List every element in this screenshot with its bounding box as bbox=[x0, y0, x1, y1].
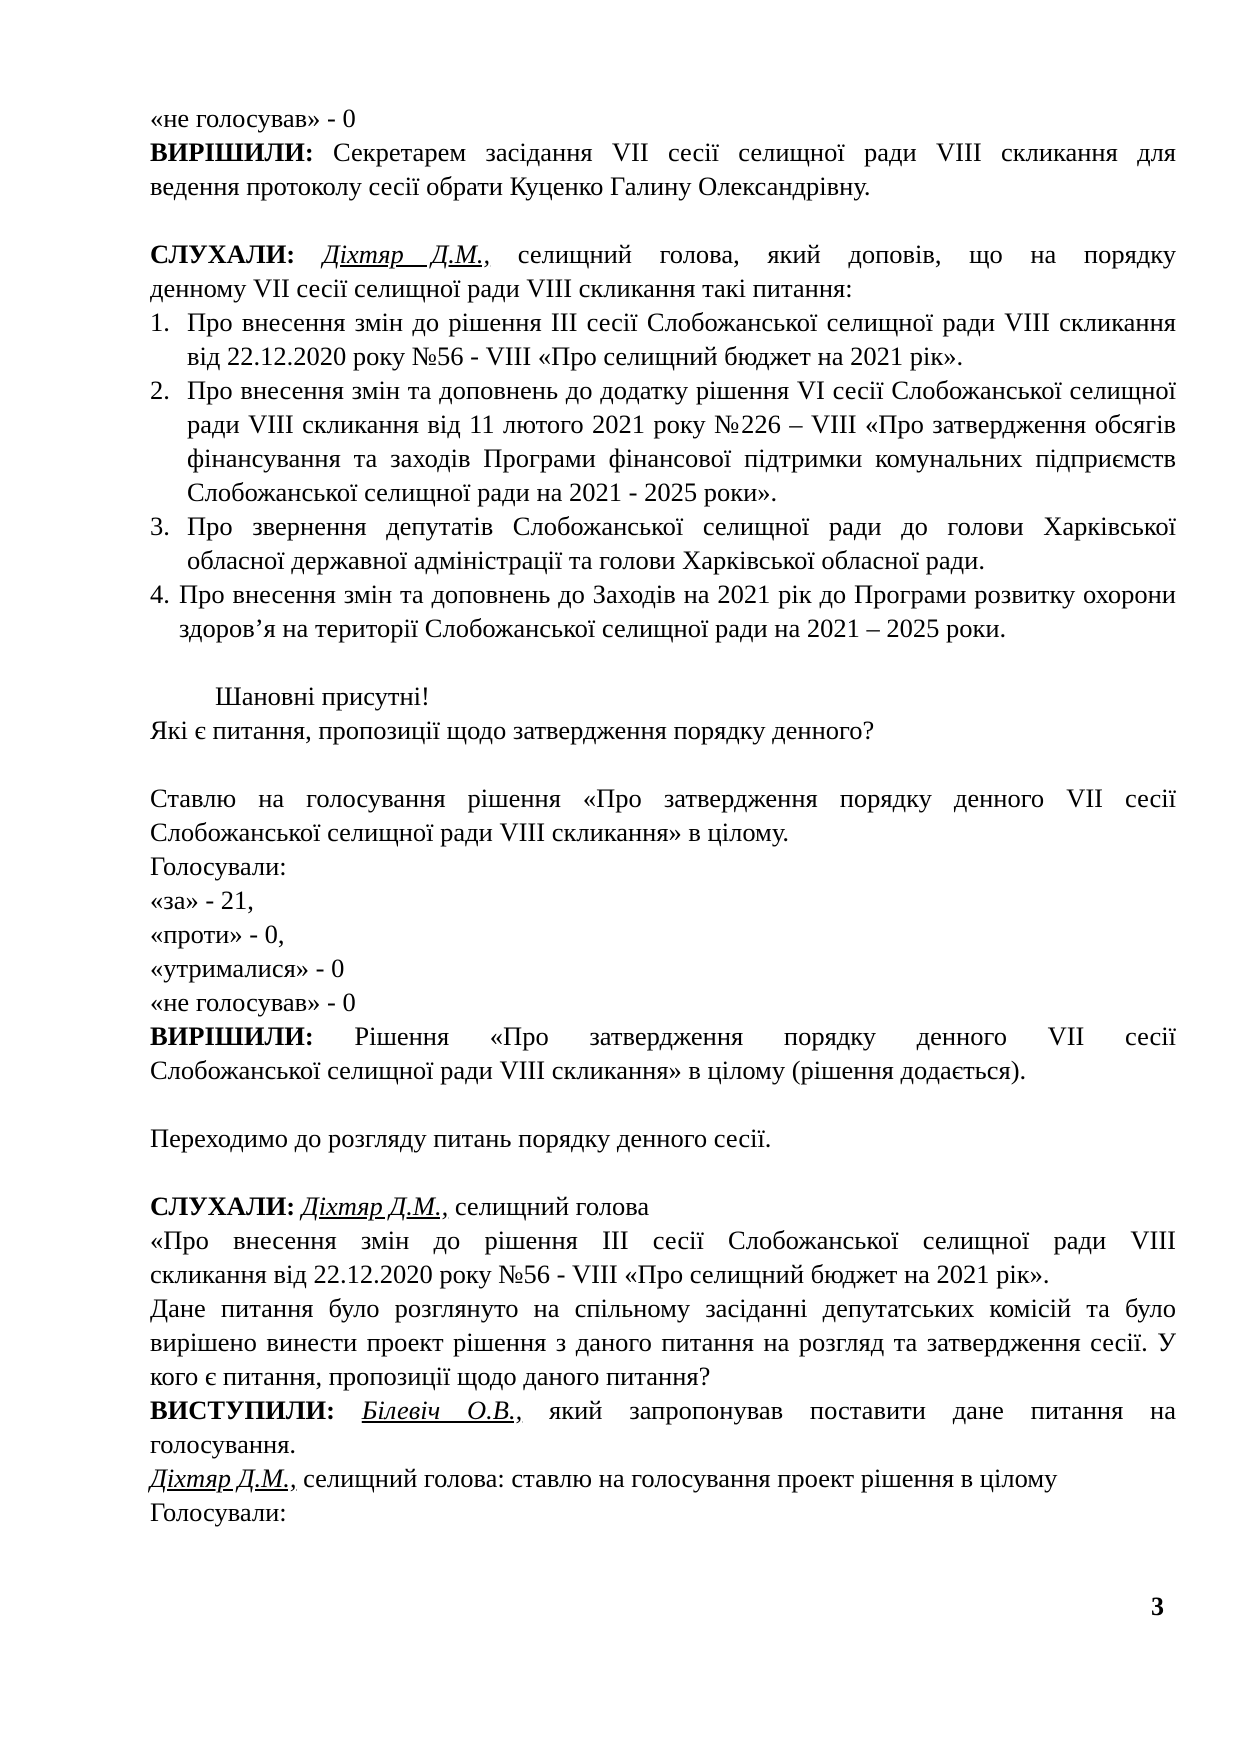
transition-line: Переходимо до розгляду питань порядку денного сесії. bbox=[150, 1123, 772, 1153]
agenda-item: 4. Про внесення змін та доповнень до Заходів на 2021 рік до Програми розвитку охорони здоров’я на території Слобожанської селищної ради на 2021 – 2025 роки. bbox=[150, 579, 1176, 643]
document-page bbox=[150, 101, 1176, 1529]
heard-line: СЛУХАЛИ: Діхтяр Д.М., селищний голова, який доповів, що на порядку bbox=[150, 239, 1177, 269]
topic-line: «Про внесення змін до рішення III сесії Слобожанської селищної ради VIII bbox=[150, 1225, 1176, 1255]
decided-label: ВИРІШИЛИ: bbox=[150, 1021, 314, 1051]
vote-statement: Ставлю на голосування рішення «Про затвердження порядку денного VII сесії bbox=[150, 783, 1176, 813]
agenda-list bbox=[150, 305, 1176, 645]
decision-line-2: Слобожанської селищної ради VIII скликання» в цілому (рішення додається). bbox=[150, 1055, 1027, 1085]
greeting: Шановні присутні! bbox=[215, 681, 430, 711]
voted-label: Голосували: bbox=[150, 851, 287, 881]
decided-label: ВИРІШИЛИ: bbox=[150, 137, 314, 167]
vote-for: «за» - 21, bbox=[150, 885, 254, 915]
spoke-line-2: голосування. bbox=[150, 1429, 297, 1459]
agenda-item: 1. Про внесення змін до рішення III сесії Слобожанської селищної ради VIII скликання від 22.12.2020 року №56 - VIII «Про селищний бюджет на 2021 рік». bbox=[150, 307, 1176, 371]
spoke-person: Білевіч О.В., bbox=[361, 1395, 523, 1425]
vote-absent: «не голосував» - 0 bbox=[150, 987, 356, 1017]
discussion-paragraph: Дане питання було розглянуто на спільному засіданні депутатських комісій та було вирішено винести проект рішення з даного питання на розгляд та затвердження сесії. У кого є питання, пропозиції щодо даного питання? bbox=[150, 1293, 1176, 1391]
agenda-item: 3. Про звернення депутатів Слобожанської селищної ради до голови Харківської обласної державної адміністрації та голови Харківської обласної ради. bbox=[150, 511, 1176, 575]
voted-label: Голосували: bbox=[150, 1497, 287, 1527]
heard-label: СЛУХАЛИ: bbox=[150, 239, 296, 269]
vote-against: «проти» - 0, bbox=[150, 919, 285, 949]
vote-abstain: «утрималися» - 0 bbox=[150, 953, 345, 983]
spoke-label: ВИСТУПИЛИ: bbox=[150, 1395, 335, 1425]
decision-line-2: ведення протоколу сесії обрати Куценко Галину Олександрівну. bbox=[150, 171, 871, 201]
chair-name: Діхтяр Д.М., bbox=[150, 1463, 297, 1493]
heard-line: СЛУХАЛИ: Діхтяр Д.М., селищний голова bbox=[150, 1191, 650, 1221]
decision-line: ВИРІШИЛИ: Рішення «Про затвердження порядку денного VII сесії bbox=[150, 1021, 1177, 1051]
speaker-name: Діхтяр Д.М., bbox=[301, 1191, 449, 1221]
agenda-item: 2. Про внесення змін та доповнень до додатку рішення VI сесії Слобожанської селищної ради VIII скликання від 11 лютого 2021 року №226 – VIII «Про затвердження обсягів фінансування та заходів Програми фінансової підтримки комунальних підприємств Слобожанської селищної ради на 2021 - 2025 роки». bbox=[150, 375, 1176, 507]
decision-line: ВИРІШИЛИ: Секретарем засідання VII сесії селищної ради VIII скликання для bbox=[150, 137, 1176, 167]
vote-absent-line: «не голосував» - 0 bbox=[150, 103, 356, 133]
heard-label: СЛУХАЛИ: bbox=[150, 1191, 296, 1221]
topic-line-2: скликання від 22.12.2020 року №56 - VIII «Про селищний бюджет на 2021 рік». bbox=[150, 1259, 1050, 1289]
speaker-name: Діхтяр Д.М., bbox=[322, 239, 491, 269]
agenda-question: Які є питання, пропозиції щодо затвердження порядку денного? bbox=[150, 715, 875, 745]
spoke-line: ВИСТУПИЛИ: Білевіч О.В., який запропонував поставити дане питання на bbox=[150, 1395, 1177, 1425]
chair-line: Діхтяр Д.М., селищний голова: ставлю на голосування проект рішення в цілому bbox=[150, 1463, 1058, 1493]
heard-line-2: денному VII сесії селищної ради VIII скликання такі питання: bbox=[150, 273, 853, 303]
page-number: 3 bbox=[1151, 1592, 1164, 1621]
vote-statement-2: Слобожанської селищної ради VIII скликання» в цілому. bbox=[150, 817, 790, 847]
